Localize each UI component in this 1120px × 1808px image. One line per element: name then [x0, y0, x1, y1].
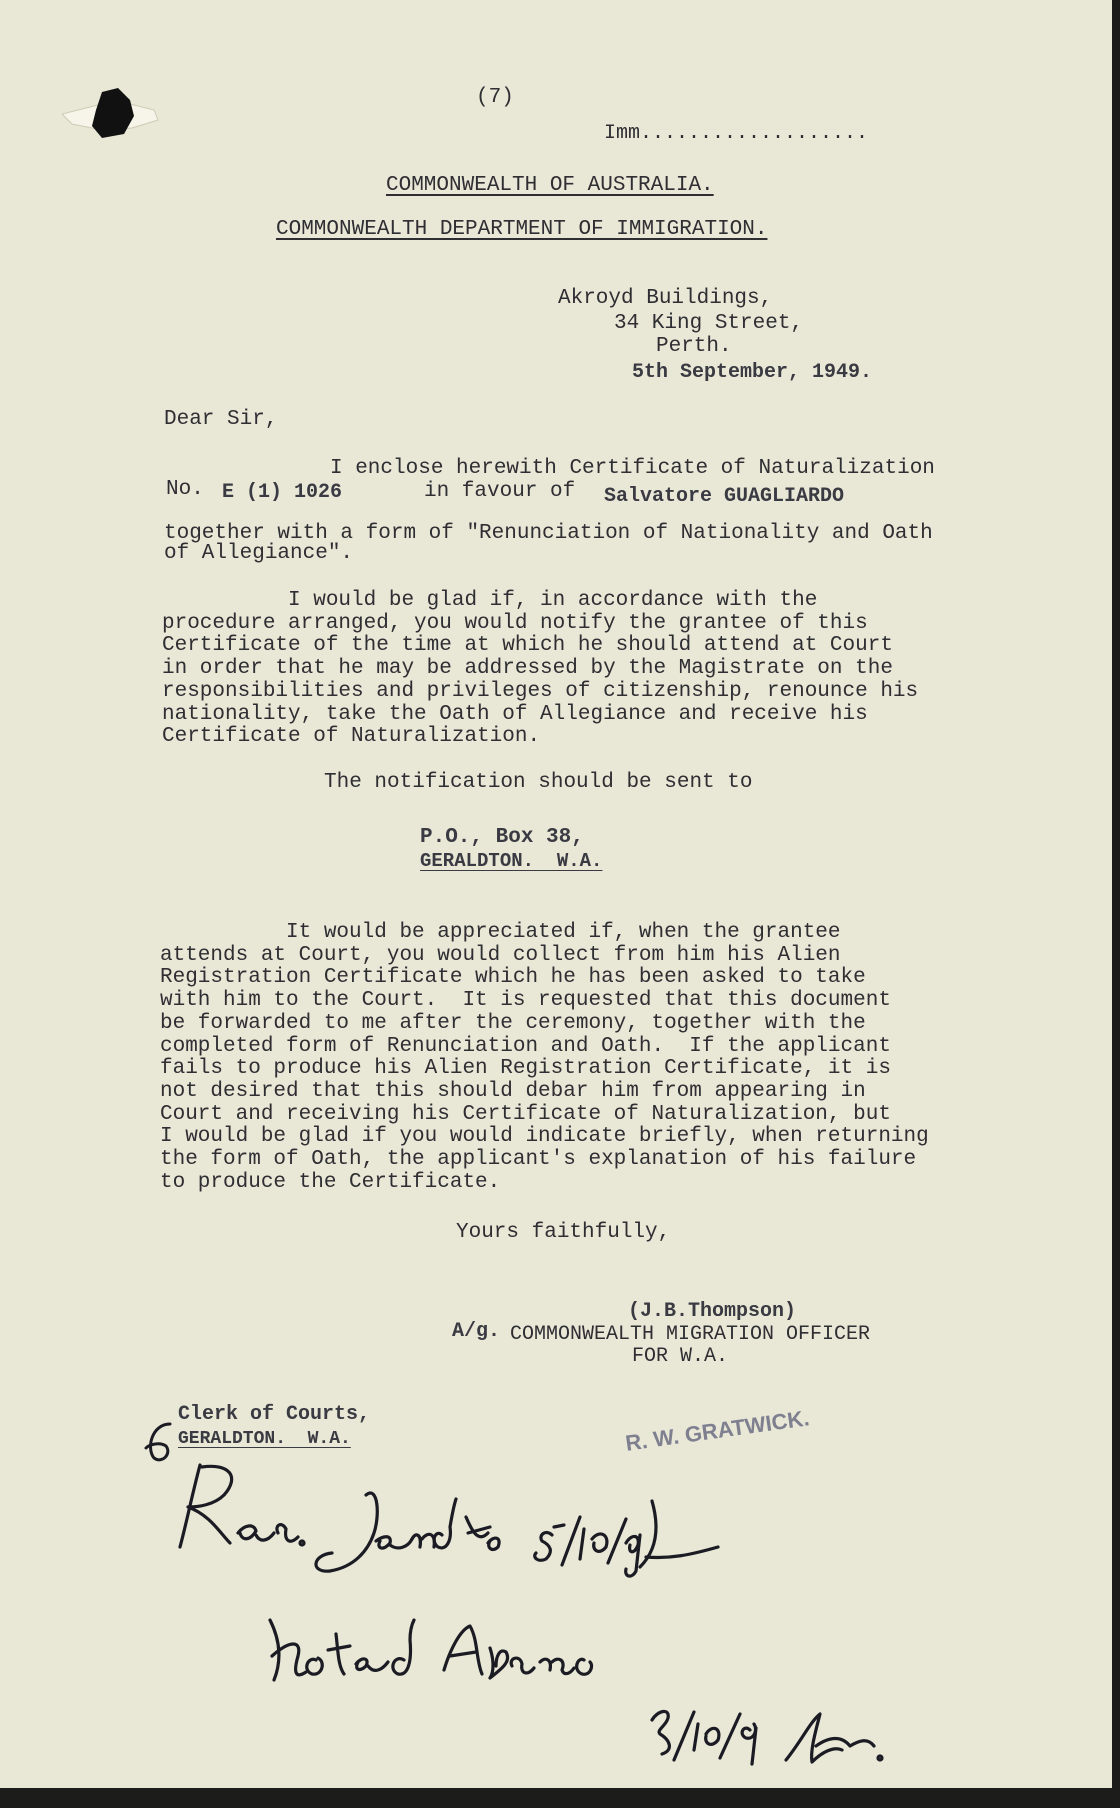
signatory-name: (J.B.Thompson) — [628, 1300, 797, 1323]
para4-line: with him to the Court. It is requested that this document — [160, 989, 891, 1013]
letter-date: 5th September, 1949. — [632, 361, 873, 384]
signatory-title: COMMONWEALTH MIGRATION OFFICER — [510, 1323, 871, 1346]
para3: The notification should be sent to — [324, 771, 753, 794]
para4-line: the form of Oath, the applicant's explanation of his failure — [160, 1148, 917, 1172]
address-line-1: Akroyd Buildings, — [558, 287, 773, 310]
handwritten-note-1 — [170, 1455, 810, 1585]
para4-line: Court and receiving his Certificate of Naturalization, but — [160, 1102, 891, 1126]
closing: Yours faithfully, — [456, 1221, 671, 1244]
notify-address-line2: GERALDTON. W.A. — [420, 850, 603, 872]
para2 — [162, 590, 918, 749]
para4-line: to produce the Certificate. — [160, 1170, 501, 1194]
signatory-title-2: FOR W.A. — [632, 1345, 729, 1368]
para2-line: procedure arranged, you would notify the grantee of this — [162, 611, 868, 635]
para1-line4: of Allegiance". — [164, 542, 354, 565]
certificate-number: E (1) 1026 — [222, 481, 343, 504]
para4 — [160, 922, 929, 1194]
recipient-line1: Clerk of Courts, — [178, 1403, 371, 1426]
para1-no-label: No. — [166, 478, 204, 501]
page-number: (7) — [476, 86, 514, 109]
para2-line: Certificate of Naturalization. — [162, 725, 541, 749]
scan-edge-bottom — [0, 1788, 1120, 1808]
para4-line: attends at Court, you would collect from him his Alien — [160, 943, 841, 967]
punch-hole — [62, 86, 162, 146]
grantee-name: Salvatore GUAGLIARDO — [604, 485, 845, 508]
para4-line: I would be glad if you would indicate briefly, when returning — [160, 1125, 929, 1149]
para1-in-favour: in favour of — [424, 480, 576, 503]
para2-line: responsibilities and privileges of citizenship, renounce his — [162, 679, 919, 703]
para4-line: not desired that this should debar him from appearing in — [160, 1079, 866, 1103]
para4-line: be forwarded to me after the ceremony, together with the — [160, 1011, 866, 1035]
address-line-3: Perth. — [656, 335, 732, 358]
recipient-line2: GERALDTON. W.A. — [178, 1429, 351, 1449]
para4-line: It would be appreciated if, when the grantee — [160, 921, 841, 944]
para2-line: Certificate of the time at which he should attend at Court — [162, 634, 893, 658]
notify-address-line1: P.O., Box 38, — [420, 826, 584, 849]
para2-line: nationality, take the Oath of Allegiance and receive his — [162, 702, 868, 726]
header-commonwealth: COMMONWEALTH OF AUSTRALIA. — [386, 174, 714, 197]
header-department: COMMONWEALTH DEPARTMENT OF IMMIGRATION. — [276, 218, 768, 241]
para4-line: fails to produce his Alien Registration Certificate, it is — [160, 1057, 891, 1081]
para1-line1: I enclose herewith Certificate of Naturalization — [330, 457, 935, 480]
address-line-2: 34 King Street, — [614, 312, 804, 335]
para4-line: completed form of Renunciation and Oath. If the applicant — [160, 1034, 891, 1058]
para4-line: Registration Certificate which he has been asked to take — [160, 966, 866, 990]
para1-line3: together with a form of "Renunciation of Nationality and Oath — [164, 522, 933, 545]
handwritten-initial-mark — [140, 1418, 180, 1468]
reference-line: Imm................... — [604, 122, 869, 145]
signatory-prefix: A/g. — [452, 1320, 501, 1343]
official-name-stamp: R. W. GRATWICK. — [623, 1405, 811, 1456]
salutation: Dear Sir, — [164, 408, 278, 431]
para2-line: in order that he may be addressed by the Magistrate on the — [162, 657, 893, 681]
handwritten-note-2 — [250, 1600, 910, 1770]
para2-line: I would be glad if, in accordance with the — [162, 589, 818, 612]
scan-edge-right — [1112, 0, 1120, 1808]
